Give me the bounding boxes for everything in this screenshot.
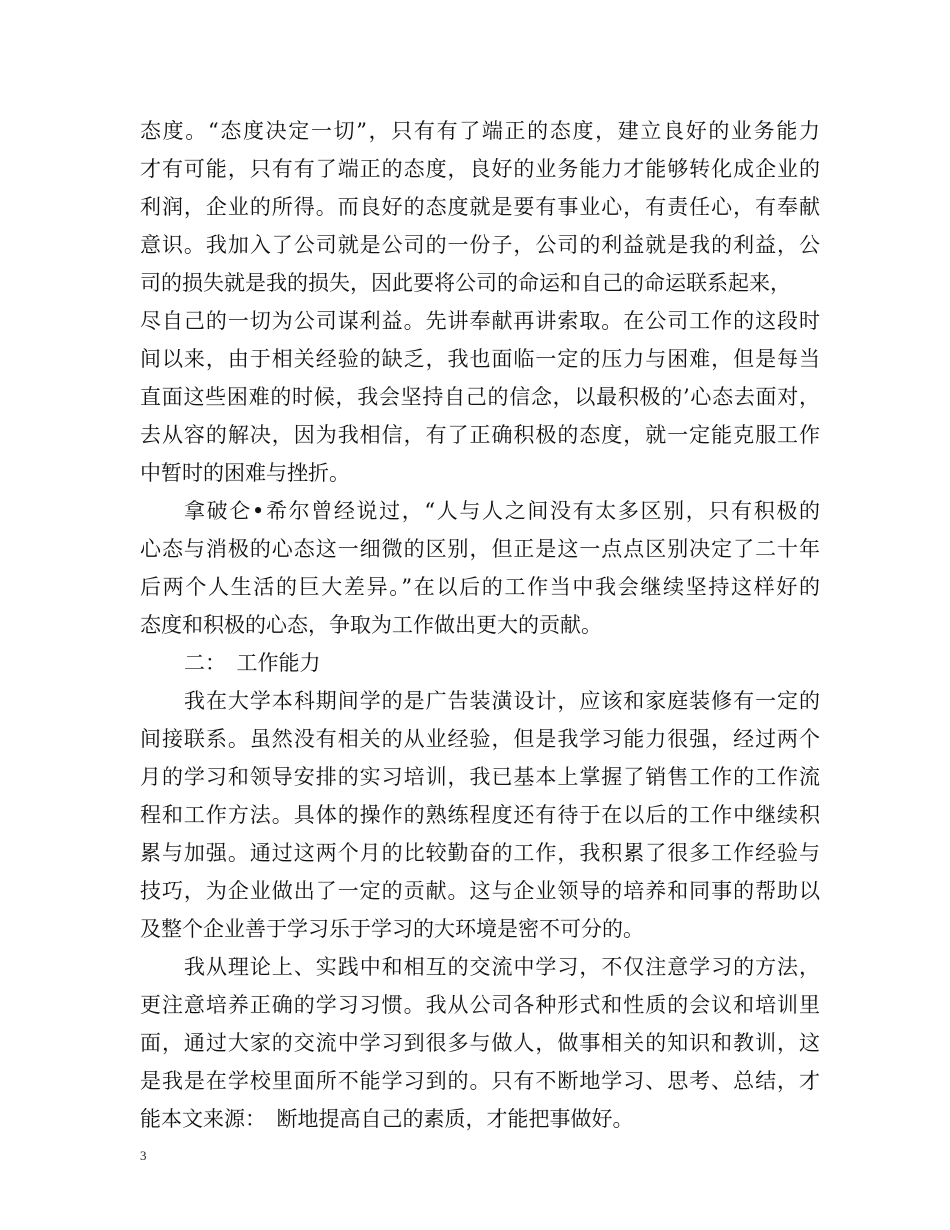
text-line: 更注意培养正确的学习习惯。我从公司各种形式和性质的会议和培训里 bbox=[140, 993, 820, 1017]
text-line: 中暂时的困难与挫折。 bbox=[140, 461, 350, 485]
text-line: 程和工作方法。具体的操作的熟练程度还有待于在以后的工作中继续积 bbox=[140, 803, 820, 827]
text-line: 二： 工作能力 bbox=[184, 651, 321, 675]
text-line: 间以来，由于相关经验的缺乏，我也面临一定的压力与困难，但是每当 bbox=[140, 347, 820, 371]
text-line: 是我是在学校里面所不能学习到的。只有不断地学习、思考、总结，才 bbox=[140, 1069, 820, 1093]
text-line: 累与加强。通过这两个月的比较勤奋的工作，我积累了很多工作经验与 bbox=[140, 841, 820, 865]
text-line: 后两个人生活的巨大差异。”在以后的工作当中我会继续坚持这样好的 bbox=[140, 575, 820, 599]
text-line: 尽自己的一切为公司谋利益。先讲奉献再讲索取。在公司工作的这段时 bbox=[140, 309, 820, 333]
text-line: 我从理论上、实践中和相互的交流中学习，不仅注意学习的方法， bbox=[184, 955, 820, 979]
text-line: 技巧，为企业做出了一定的贡献。这与企业领导的培养和同事的帮助以 bbox=[140, 879, 820, 903]
text-line: 及整个企业善于学习乐于学习的大环境是密不可分的。 bbox=[140, 917, 644, 941]
text-line: 月的学习和领导安排的实习培训，我已基本上掌握了销售工作的工作流 bbox=[140, 765, 820, 789]
text-line: 拿破仑•希尔曾经说过，“人与人之间没有太多区别，只有积极的 bbox=[184, 499, 820, 523]
text-line: 利润，企业的所得。而良好的态度就是要有事业心，有责任心，有奉献 bbox=[140, 195, 820, 219]
text-line: 意识。我加入了公司就是公司的一份子，公司的利益就是我的利益，公 bbox=[140, 233, 820, 257]
text-line: 面，通过大家的交流中学习到很多与做人，做事相关的知识和教训，这 bbox=[140, 1031, 820, 1055]
text-line: 心态与消极的心态这一细微的区别，但正是这一点点区别决定了二十年 bbox=[140, 537, 820, 561]
text-line: 能本文来源： 断地提高自己的素质，才能把事做好。 bbox=[140, 1107, 634, 1131]
text-line: 间接联系。虽然没有相关的从业经验，但是我学习能力很强，经过两个 bbox=[140, 727, 820, 751]
text-line: 才有可能，只有有了端正的态度，良好的业务能力才能够转化成企业的 bbox=[140, 157, 820, 181]
text-line: 态度和积极的心态，争取为工作做出更大的贡献。 bbox=[140, 613, 602, 637]
text-line: 去从容的解决，因为我相信，有了正确积极的态度，就一定能克服工作 bbox=[140, 423, 820, 447]
document-body bbox=[140, 112, 820, 1138]
page-number: 3 bbox=[140, 1148, 147, 1163]
text-line: 司的损失就是我的损失，因此要将公司的命运和自己的命运联系起来， bbox=[140, 271, 791, 295]
text-line: 直面这些困难的时候，我会坚持自己的信念，以最积极的’心态去面对， bbox=[140, 385, 820, 409]
text-line: 态度。“态度决定一切”，只有有了端正的态度，建立良好的业务能力 bbox=[140, 119, 820, 143]
text-line: 我在大学本科期间学的是广告装潢设计，应该和家庭装修有一定的 bbox=[184, 689, 820, 713]
